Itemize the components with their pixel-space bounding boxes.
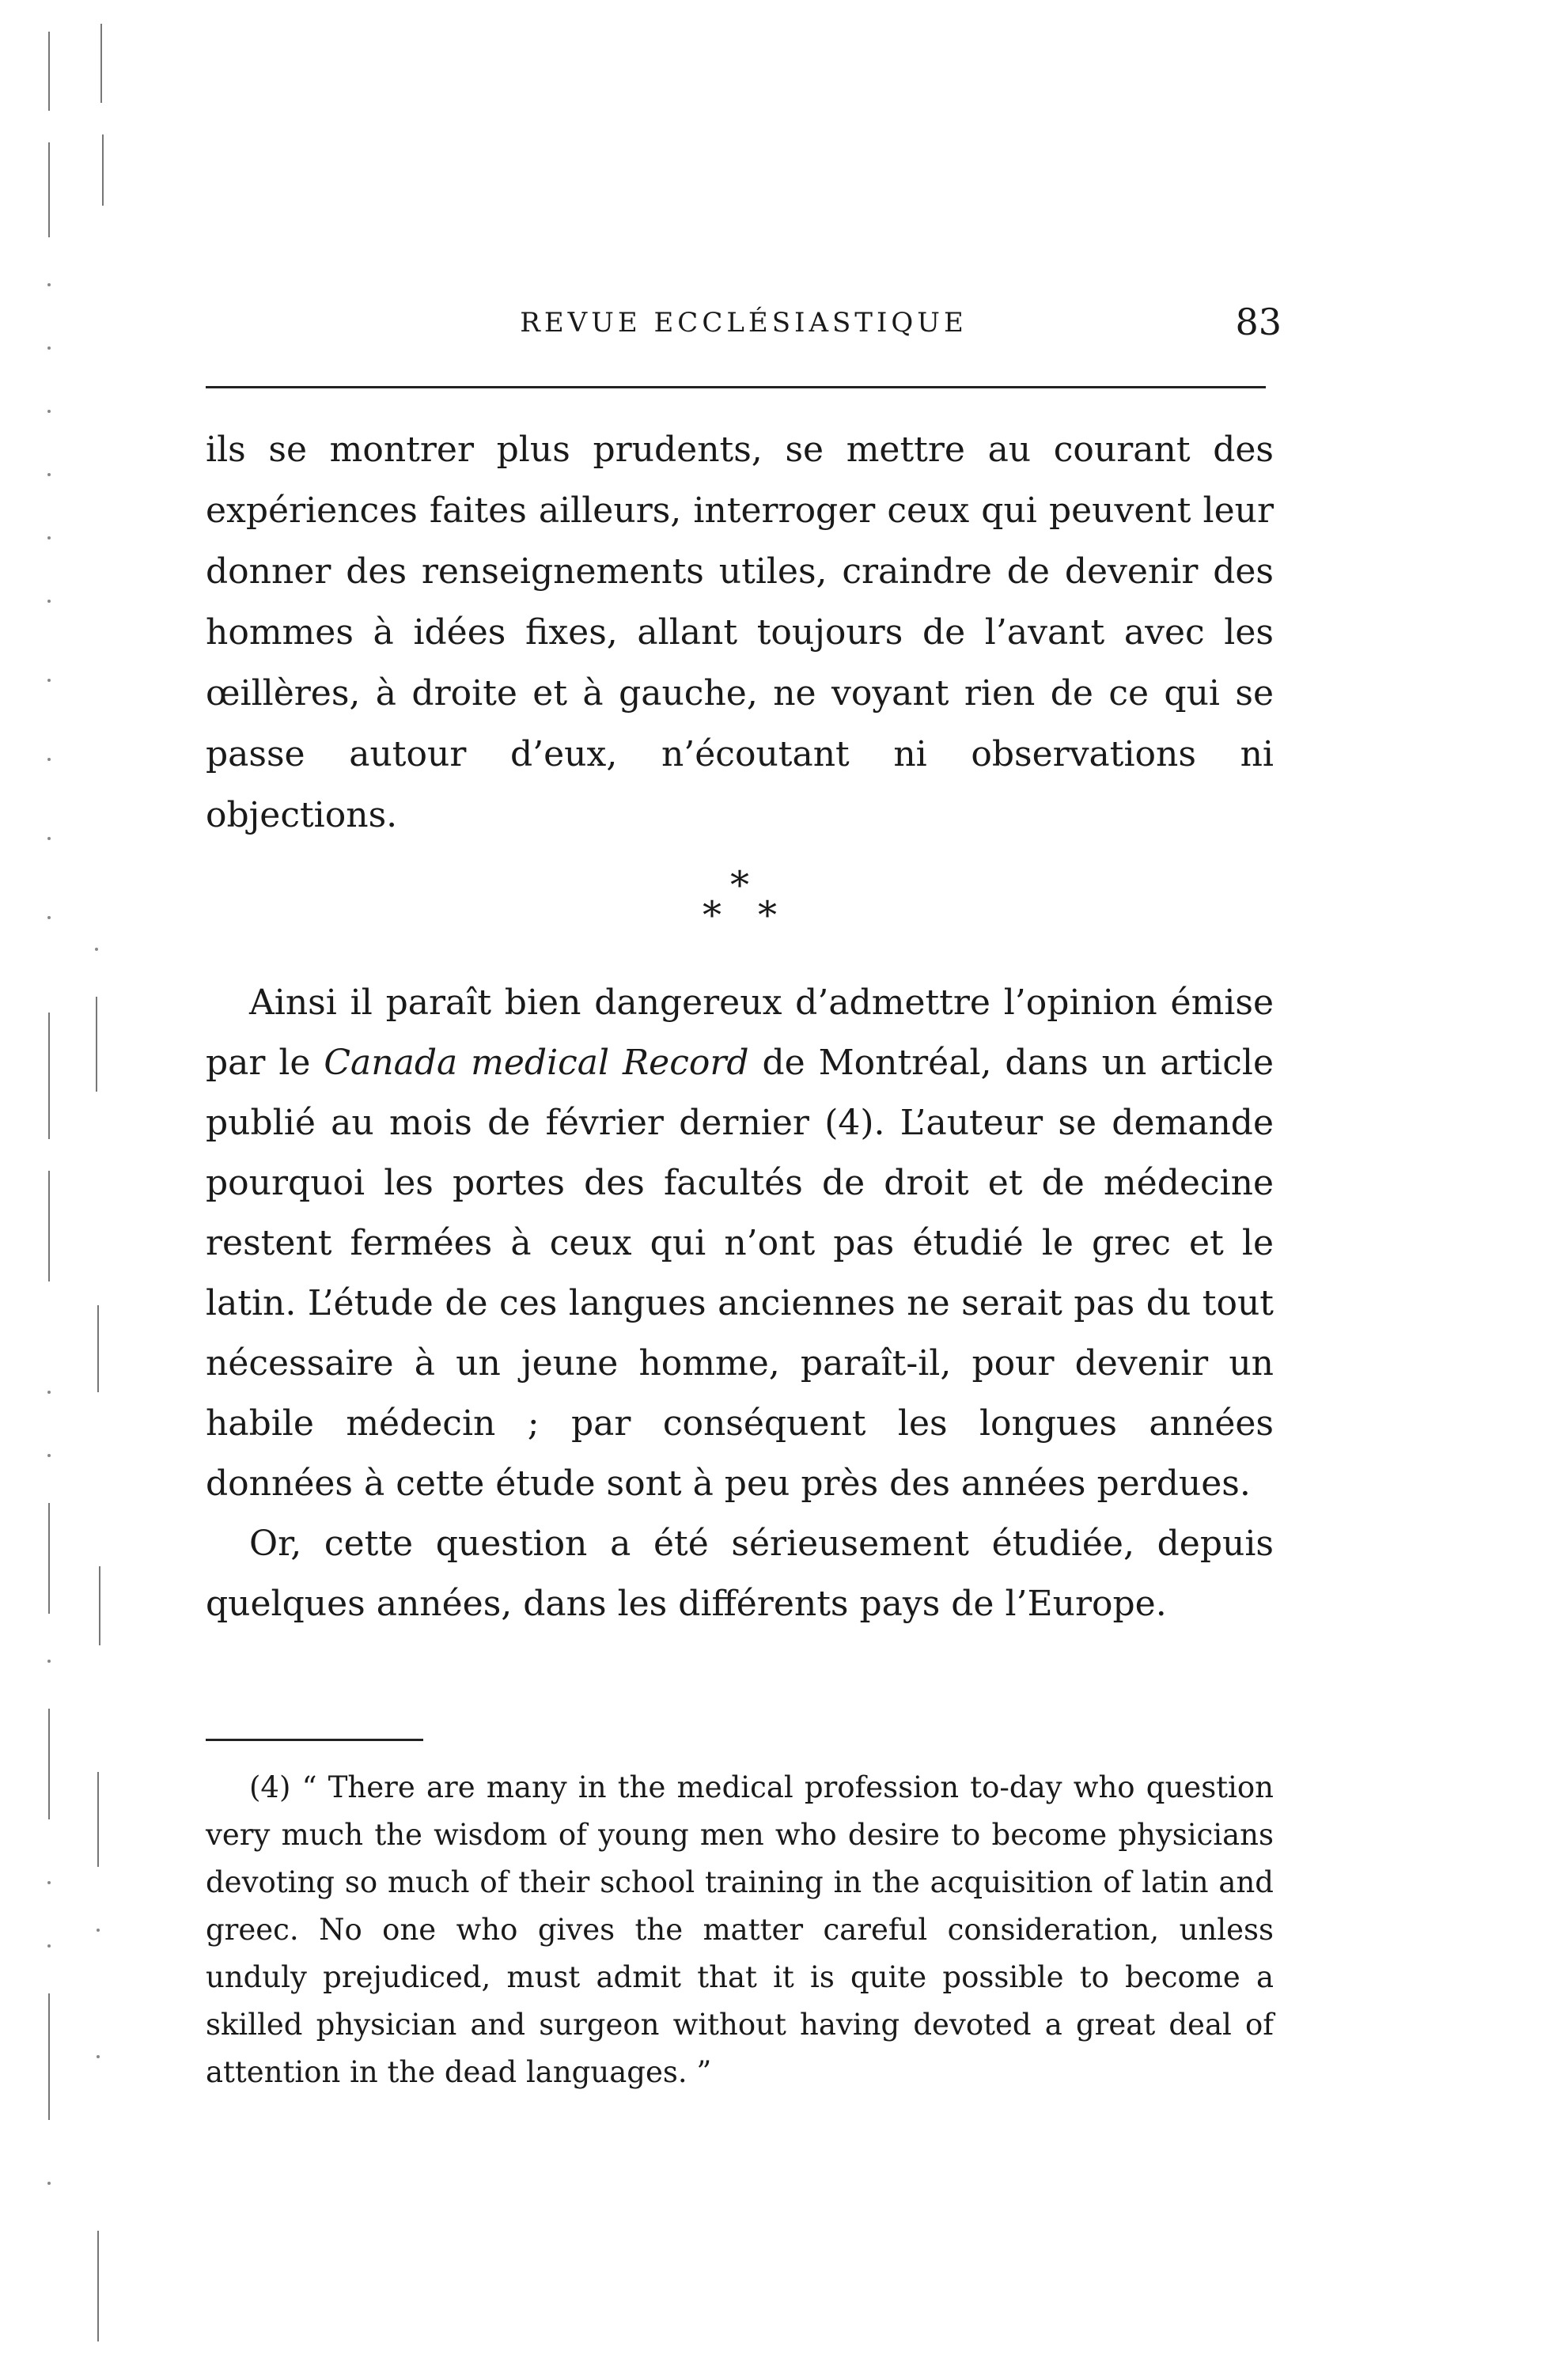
body-text-main	[206, 973, 1274, 1634]
footnote	[206, 1764, 1274, 2096]
asterism-star: *	[758, 893, 777, 937]
asterism-star: *	[730, 863, 749, 907]
asterism-star: *	[703, 893, 722, 937]
footnote-rule	[206, 1739, 423, 1741]
paragraph-continued: ils se montrer plus prudents, se mettre au courant des expériences faites ailleurs, interroger ceux qui peuvent leur donner des renseignements utiles, craindre de devenir des hommes à idées fixes, allant toujours de l’avant avec les œillères, à droite et à gauche, ne voyant rien de ce qui se passe autour d’eux, n’écoutant ni observations ni objections.	[206, 430, 1274, 835]
running-title: REVUE ECCLÉSIASTIQUE	[520, 307, 968, 339]
journal-title: Canada medical Record	[324, 1043, 749, 1083]
footnote-text: (4) “ There are many in the medical profession to-day who question very much the wisdom of young men who desire to become physicians devoting so much of their school training in the acquisition of latin and greec. No one who gives the matter careful consideration, unless unduly prejudiced, must admit that it is quite possible to become a skilled physician and surgeon without having devoted a great deal of attention in the dead languages. ”	[206, 1770, 1274, 2089]
paragraph-ainsi	[206, 973, 1274, 1514]
body-text-top	[206, 419, 1274, 846]
asterism-separator	[672, 863, 831, 937]
scan-margin-marks	[0, 0, 119, 2366]
page-header	[206, 301, 1282, 356]
paragraph-text: Ainsi il paraît bien dangereux d’admettre l’opinion émise par le	[206, 982, 1274, 1083]
paragraph-text: de Montréal, dans un article publié au mois de février dernier (4). L’auteur se demande pourquoi les portes des facultés de droit et de médecine restent fermées à ceux qui n’ont pas étudié le grec et le latin. L’étude de ces langues anciennes ne serait pas du tout nécessaire à un jeune homme, paraît-il, pour devenir un habile médecin ; par conséquent les longues années données à cette étude sont à peu près des années perdues.	[206, 1043, 1274, 1504]
header-rule	[206, 386, 1266, 388]
page-number: 83	[1235, 301, 1282, 343]
paragraph-or: Or, cette question a été sérieusement étudiée, depuis quelques années, dans les différents pays de l’Europe.	[206, 1524, 1274, 1624]
